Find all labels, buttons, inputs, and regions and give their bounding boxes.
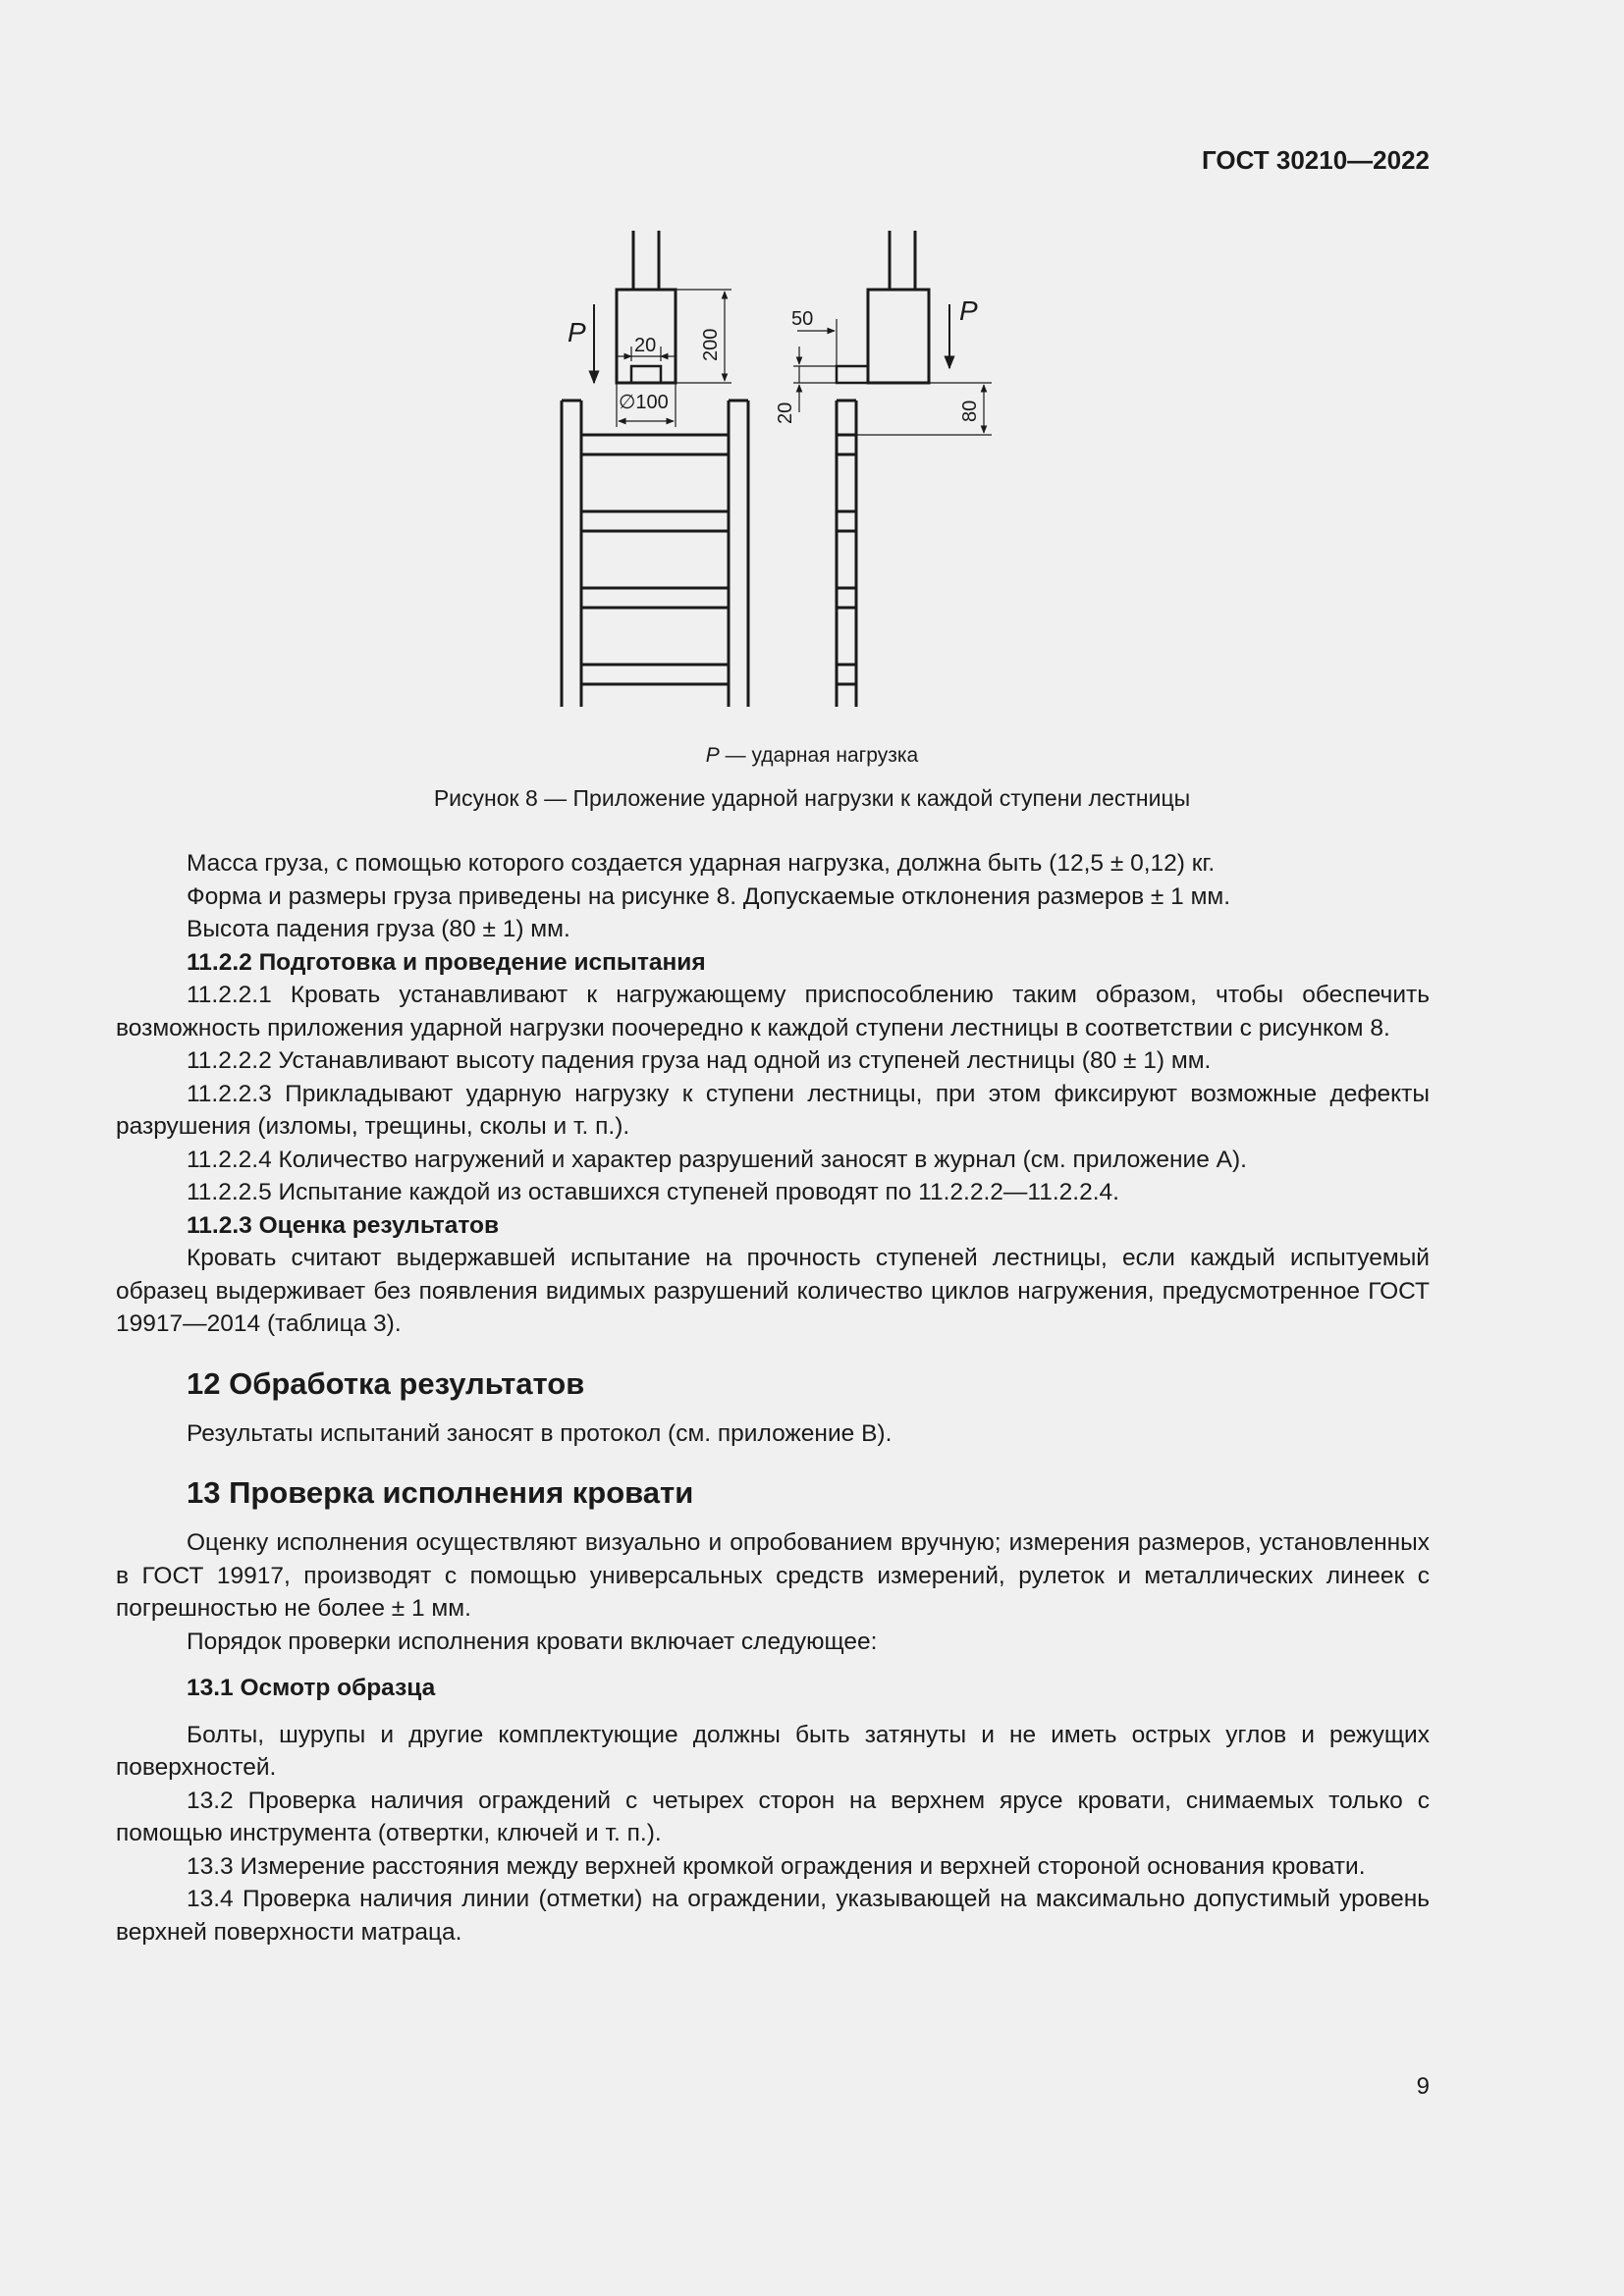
figure-8-ladder-impact-diagram [540,221,1051,721]
label-dim-80: 80 [959,400,981,422]
paragraph-13-1: Болты, шурупы и другие комплектующие должны быть затянуты и не иметь острых углов и режущих поверхностей. [116,1721,1430,1781]
paragraph-13-4: 13.4 Проверка наличия линии (отметки) на ограждении, указывающей на максимально допустимый уровень верхней поверхности матраца. [116,1886,1430,1946]
label-dim-d100: ∅100 [619,392,669,413]
load-rod-side [890,231,915,290]
load-foot-side [837,366,868,383]
ladder-side-view [837,400,856,707]
paragraph-11-2-2-3: 11.2.2.3 Прикладывают ударную нагрузку к ступени лестницы, при этом фиксируют возможные дефекты разрушения (изломы, трещины, сколы и т. п.). [116,1080,1430,1140]
label-dim-200: 200 [700,328,722,361]
legend-text: — ударная нагрузка [719,744,919,767]
paragraph-12: Результаты испытаний заносят в протокол (см. приложение В). [187,1419,893,1447]
paragraph-11-2-3: Кровать считают выдержавшей испытание на прочность ступеней лестницы, если каждый испытуемый образец выдерживает без появления видимых разрушений количество циклов нагружения, предусмотренное ГОСТ 19917—2014 (таблица 3). [116,1245,1430,1337]
paragraph-shape: Форма и размеры груза приведены на рисунке 8. Допускаемые отклонения размеров ± 1 мм. [187,882,1231,910]
label-p-front: P [568,317,586,347]
paragraph-13-b: Порядок проверки исполнения кровати включает следующее: [187,1628,878,1655]
paragraph-13-a: Оценку исполнения осуществляют визуально и опробованием вручную; измерения размеров, установленных в ГОСТ 19917, производят с помощью универсальных средств измерений, рулеток и металлических линеек с погрешностью не более ± 1 мм. [116,1529,1430,1622]
load-foot-front [631,366,661,383]
ladder-front-view [562,400,748,707]
paragraph-11-2-2-4: 11.2.2.4 Количество нагружений и характер разрушений заносят в журнал (см. приложение А). [187,1146,1247,1173]
paragraph-13-3: 13.3 Измерение расстояния между верхней кромкой ограждения и верхней стороной основания кровати. [187,1852,1366,1880]
label-p-side: P [959,295,978,326]
heading-11-2-3: 11.2.3 Оценка результатов [187,1211,500,1239]
document-header: ГОСТ 30210—2022 [1202,145,1430,175]
paragraph-11-2-2-1: 11.2.2.1 Кровать устанавливают к нагружающему приспособлению таким образом, чтобы обеспечить возможность приложения ударной нагрузки поочередно к каждой ступени лестницы в соответствии с рисунком 8. [116,982,1430,1041]
paragraph-13-2: 13.2 Проверка наличия ограждений с четырех сторон на верхнем ярусе кровати, снимаемых только с помощью инструмента (отвертки, ключей и т. п.). [116,1787,1430,1846]
page-number: 9 [1416,2073,1430,2100]
heading-section-12: 12 Обработка результатов [187,1365,585,1401]
label-dim-20-side: 20 [775,401,796,424]
label-dim-20-top: 20 [634,335,657,356]
legend-symbol: P [705,744,720,767]
paragraph-drop-height: Высота падения груза (80 ± 1) мм. [187,916,570,942]
document-body [116,847,1430,1949]
label-dim-50: 50 [791,308,814,330]
heading-section-13: 13 Проверка исполнения кровати [187,1475,694,1510]
heading-11-2-2: 11.2.2 Подготовка и проведение испытания [187,948,706,976]
heading-13-1: 13.1 Осмотр образца [187,1675,436,1701]
figure-legend [0,744,1624,768]
figure-caption: Рисунок 8 — Приложение ударной нагрузки к каждой ступени лестницы [433,785,1191,811]
paragraph-mass: Масса груза, с помощью которого создается ударная нагрузка, должна быть (12,5 ± 0,12) кг. [187,850,1216,877]
ladder-diagram-svg [540,221,1051,721]
paragraph-11-2-2-5: 11.2.2.5 Испытание каждой из оставшихся ступеней проводят по 11.2.2.2—11.2.2.4. [187,1179,1119,1205]
paragraph-11-2-2-2: 11.2.2.2 Устанавливают высоту падения груза над одной из ступеней лестницы (80 ± 1) мм. [187,1047,1212,1074]
load-weight-side [868,290,929,383]
load-rod-front [633,231,659,290]
